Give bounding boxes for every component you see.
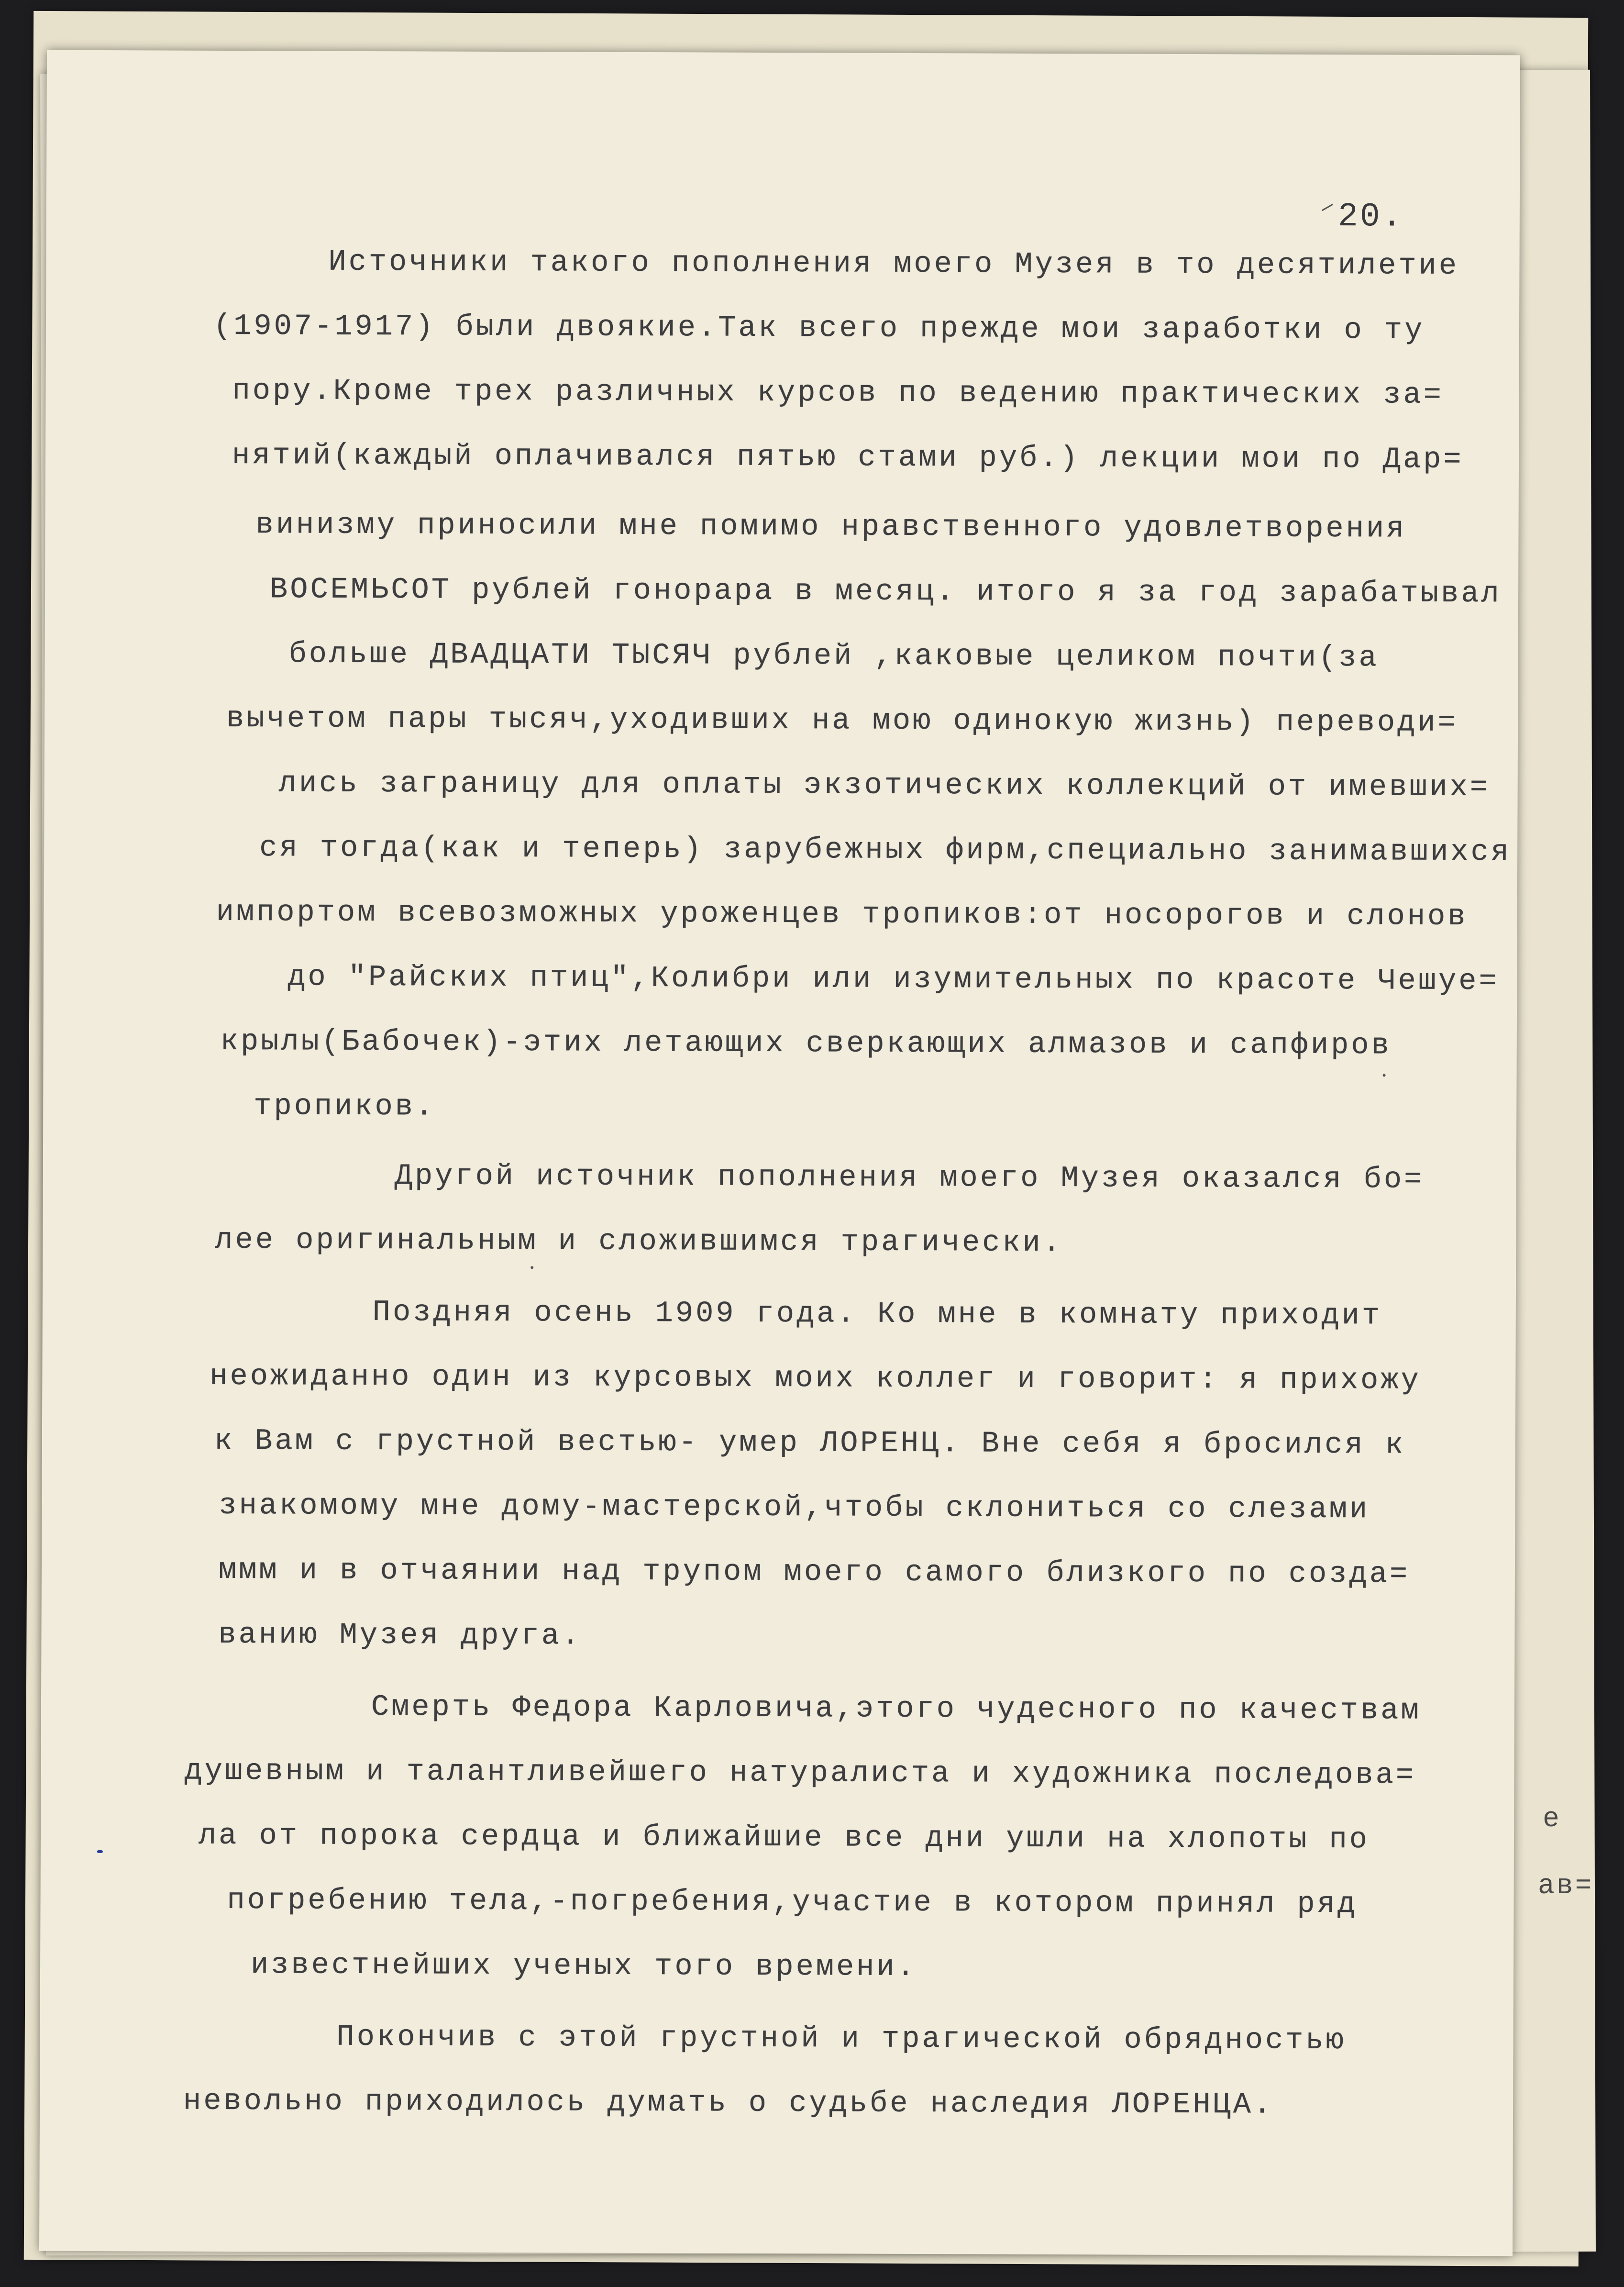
text-line: крылы(Бабочек)-этих летающих сверкающих алмазов и сапфиров: [220, 1024, 1392, 1063]
text-line: нятий(каждый оплачивался пятью стами руб.) лекции мои по Дар=: [232, 438, 1464, 477]
text-line: Покончив с этой грустной и трагической обрядностью: [336, 2020, 1346, 2058]
text-line: к Вам с грустной вестью- умер ЛОРЕНЦ. Вне себя я бросился к: [214, 1423, 1406, 1462]
page-number: 20.: [1337, 198, 1404, 236]
text-line: Смерть Федора Карловича,этого чудесного по качествам: [371, 1690, 1421, 1728]
page-number-mark: [1322, 204, 1333, 211]
ink-speck: [530, 1266, 533, 1269]
text-line: Поздняя осень 1909 года. Ко мне в комнату приходит: [372, 1295, 1382, 1333]
text-line: импортом всевозможных уроженцев тропиков:от носорогов и слонов: [216, 895, 1468, 934]
typewritten-page: [39, 50, 1520, 2256]
text-line: ммм и в отчаянии над трупом моего самого близкого по созда=: [218, 1553, 1410, 1591]
ink-mark: [97, 1850, 103, 1853]
text-line: ла от порока сердца и ближайшие все дни ушли на хлопоты по: [198, 1818, 1370, 1857]
ink-speck: [1383, 1074, 1386, 1077]
text-line: винизму приносили мне помимо нравственного удовлетворения: [255, 508, 1407, 546]
text-line: Другой источник пополнения моего Музея оказался бо=: [394, 1159, 1425, 1197]
text-line: Источники такого пополнения моего Музея в то десятилетие: [328, 244, 1459, 283]
text-line: невольно приходилось думать о судьбе наследия ЛОРЕНЦА.: [183, 2084, 1274, 2122]
edge-fragment: е: [1543, 1804, 1561, 1835]
text-line: пору.Кроме трех различных курсов по ведению практических за=: [232, 373, 1444, 412]
text-line: знакомому мне дому-мастерской,чтобы склониться со слезами: [219, 1488, 1370, 1527]
text-line: до "Райских птиц",Колибри или изумительных по красоте Чешуе=: [287, 960, 1499, 999]
text-line: лее оригинальным и сложившимся трагически.: [215, 1222, 1063, 1260]
text-line: известнейших ученых того времени.: [250, 1948, 917, 1985]
text-line: душевным и талантливейшего натуралиста и художника последова=: [184, 1754, 1416, 1792]
text-line: больше ДВАДЦАТИ ТЫСЯЧ рублей ,каковые целиком почти(за: [288, 637, 1379, 675]
text-line: погребению тела,-погребения,участие в котором принял ряд: [227, 1883, 1358, 1921]
text-line: вычетом пары тысяч,уходивших на мою одинокую жизнь) переводи=: [226, 701, 1458, 740]
text-line: лись заграницу для оплаты экзотических коллекций от имевших=: [278, 766, 1491, 805]
edge-fragment: ав=: [1538, 1871, 1594, 1902]
text-line: неожиданно один из курсовых моих коллег и говорит: я прихожу: [210, 1359, 1421, 1398]
text-line: ванию Музея друга.: [218, 1617, 582, 1653]
text-line: ся тогда(как и теперь) зарубежных фирм,специально занимавшихся: [259, 831, 1512, 869]
text-line: тропиков.: [254, 1089, 436, 1124]
text-line: ВОСЕМЬСОТ рублей гонорара в месяц. итого я за год зарабатывал: [269, 572, 1502, 611]
text-line: (1907-1917) были двоякие.Так всего прежде мои заработки о ту: [213, 309, 1425, 347]
